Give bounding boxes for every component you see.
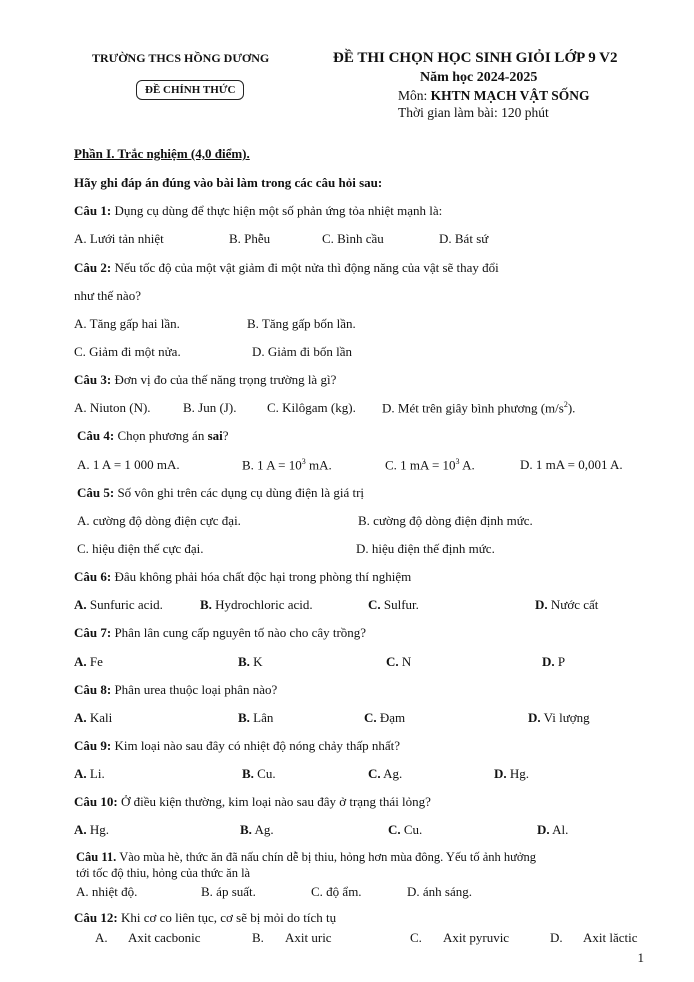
- option-d: D. Giảm đi bốn lần: [252, 344, 353, 359]
- option-c: [368, 766, 402, 782]
- question-text: Số vôn ghi trên các dụng cụ dùng điện là giá trị: [114, 485, 365, 500]
- option-d: D. Bát sứ: [439, 231, 489, 246]
- question-7: [74, 625, 366, 641]
- option-d: [382, 400, 575, 416]
- option-a: [74, 597, 163, 613]
- option-text: Cu.: [253, 766, 276, 781]
- option-d: [542, 654, 565, 670]
- option-letter: A.: [74, 822, 87, 837]
- option-b: B. cường độ dòng điện định mức.: [358, 513, 533, 528]
- option-c: C. hiệu điện thế cực đại.: [77, 541, 204, 556]
- option-b-letter: B.: [252, 930, 264, 945]
- option-text: Hydrochloric acid.: [211, 597, 313, 612]
- option-b: [200, 597, 313, 613]
- option-c-letter: C.: [410, 930, 422, 945]
- option-text: P: [554, 654, 566, 669]
- option-letter: A.: [74, 710, 87, 725]
- option-a: A. Niuton (N).: [74, 400, 151, 415]
- question-4: [77, 428, 229, 444]
- subject-label: Môn:: [398, 88, 431, 103]
- option-text: Vi lượng: [540, 710, 590, 725]
- question-3: [74, 372, 336, 388]
- part-heading: Phần I. Trắc nghiệm (4,0 điểm).: [74, 146, 250, 161]
- option-text: Hg.: [86, 822, 110, 837]
- question-8: [74, 682, 277, 698]
- option-a: [74, 654, 103, 670]
- option-c: C. Kilôgam (kg).: [267, 400, 356, 415]
- question-label: Câu 12:: [74, 910, 118, 925]
- school-name: TRƯỜNG THCS HỒNG DƯƠNG: [92, 51, 270, 65]
- option-d: [535, 597, 598, 613]
- option-a: A. Tăng gấp hai lần.: [74, 316, 180, 331]
- question-label: Câu 8:: [74, 682, 112, 697]
- question-2-continued: như thế nào?: [74, 288, 141, 303]
- page-number: 1: [637, 950, 644, 965]
- option-text: Fe: [86, 654, 103, 669]
- question-text: Phân lân cung cấp nguyên tố nào cho cây trồng?: [111, 625, 367, 640]
- option-text: Nước cất: [547, 597, 599, 612]
- option-letter: B.: [200, 597, 212, 612]
- option-a: [74, 766, 105, 782]
- option-letter: A.: [74, 654, 87, 669]
- option-d-letter: D.: [550, 930, 563, 945]
- question-text: Ở điều kiện thường, kim loại nào sau đây ở trạng thái lỏng?: [117, 794, 431, 809]
- option-a: A. 1 A = 1 000 mA.: [77, 457, 180, 472]
- option-a: A. cường độ dòng điện cực đại.: [77, 513, 241, 528]
- option-text: C. 1 mA = 10: [385, 457, 456, 473]
- option-a: [74, 822, 109, 838]
- school-year: Năm học 2024-2025: [420, 70, 538, 85]
- question-text: Dụng cụ dùng để thực hiện một số phản ứng tỏa nhiệt mạnh là:: [111, 203, 443, 218]
- question-label: Câu 7:: [74, 625, 112, 640]
- question-label: Câu 3:: [74, 372, 112, 387]
- option-text: Hg.: [506, 766, 530, 781]
- option-letter: C.: [368, 766, 381, 781]
- option-letter: C.: [368, 597, 381, 612]
- option-letter: C.: [388, 822, 401, 837]
- option-letter: D.: [494, 766, 507, 781]
- exam-duration: Thời gian làm bài: 120 phút: [398, 105, 549, 120]
- option-b: [238, 710, 273, 726]
- option-d: [528, 710, 590, 726]
- option-d: [494, 766, 529, 782]
- question-12: [74, 910, 336, 926]
- option-letter: D.: [542, 654, 555, 669]
- option-b: B. Tăng gấp bốn lần.: [247, 316, 356, 331]
- option-letter: B.: [242, 766, 254, 781]
- option-text: ).: [567, 400, 576, 416]
- question-2: [74, 260, 499, 276]
- option-a: Axit cacbonic: [128, 930, 201, 945]
- option-letter: A.: [74, 766, 87, 781]
- option-a: A. nhiệt độ.: [76, 884, 138, 899]
- option-c: C. độ ẩm.: [311, 884, 362, 899]
- option-letter: A.: [74, 597, 87, 612]
- option-a: A. Lưới tản nhiệt: [74, 231, 164, 246]
- option-d: Axit lăctic: [583, 930, 638, 945]
- option-b: [240, 822, 274, 838]
- superscript: 3: [455, 457, 460, 466]
- option-b: [242, 766, 276, 782]
- option-a-letter: A.: [95, 930, 108, 945]
- option-b: B. Phễu: [229, 231, 271, 246]
- option-text: B. 1 A = 10: [242, 457, 302, 473]
- question-11: [76, 850, 536, 865]
- question-label: Câu 5:: [77, 485, 115, 500]
- option-text: Ag.: [380, 766, 403, 781]
- official-exam-badge: ĐỀ CHÍNH THỨC: [136, 80, 244, 100]
- subject-value: KHTN MẠCH VẬT SỐNG: [430, 88, 590, 103]
- option-text: D. Mét trên giây bình phương (m/s: [382, 400, 564, 416]
- subject-line: [398, 88, 590, 104]
- option-text: Ag.: [251, 822, 274, 837]
- option-text: mA.: [305, 457, 332, 473]
- option-letter: B.: [238, 710, 250, 725]
- question-emphasis: sai: [207, 428, 223, 443]
- question-text-end: ?: [222, 428, 229, 443]
- question-label: Câu 4:: [77, 428, 115, 443]
- option-letter: D.: [528, 710, 541, 725]
- option-text: N: [398, 654, 412, 669]
- option-text: A.: [459, 457, 475, 473]
- question-6: [74, 569, 411, 585]
- exam-title: ĐỀ THI CHỌN HỌC SINH GIỎI LỚP 9 V2: [333, 50, 618, 66]
- option-c: [368, 597, 419, 613]
- question-text: Vào mùa hè, thức ăn đã nấu chín dễ bị thiu, hỏng hơn mùa đông. Yếu tố ảnh hưởng: [116, 850, 537, 864]
- option-a: [74, 710, 112, 726]
- option-b: B. Jun (J).: [183, 400, 237, 415]
- option-letter: D.: [535, 597, 548, 612]
- option-b: [242, 457, 332, 473]
- option-letter: C.: [386, 654, 399, 669]
- option-d: D. 1 mA = 0,001 A.: [520, 457, 623, 472]
- question-label: Câu 10:: [74, 794, 118, 809]
- question-1: [74, 203, 442, 219]
- option-letter: C.: [364, 710, 377, 725]
- question-text: Đâu không phải hóa chất độc hại trong phòng thí nghiệm: [111, 569, 412, 584]
- question-label: Câu 9:: [74, 738, 112, 753]
- option-b: Axit uric: [285, 930, 332, 945]
- superscript: 3: [301, 457, 306, 466]
- option-b: [238, 654, 263, 670]
- option-c: [385, 457, 475, 473]
- option-d: D. hiệu điện thế định mức.: [356, 541, 495, 556]
- option-c: [364, 710, 405, 726]
- question-5: [77, 485, 364, 501]
- question-text: Chọn phương án: [114, 428, 208, 443]
- question-11-continued: tới tốc độ thiu, hỏng của thức ăn là: [76, 866, 251, 880]
- question-text: Kim loại nào sau đây có nhiệt độ nóng chảy thấp nhất?: [111, 738, 401, 753]
- question-text: Khi cơ co liên tục, cơ sẽ bị mỏi do tích tụ: [117, 910, 337, 925]
- option-c: Axit pyruvic: [443, 930, 510, 945]
- option-text: Đạm: [376, 710, 406, 725]
- option-text: K: [249, 654, 263, 669]
- option-letter: B.: [240, 822, 252, 837]
- option-c: C. Giảm đi một nửa.: [74, 344, 181, 359]
- option-c: [386, 654, 411, 670]
- option-letter: D.: [537, 822, 550, 837]
- option-text: Kali: [86, 710, 113, 725]
- option-b: B. áp suất.: [201, 884, 256, 899]
- instruction: Hãy ghi đáp án đúng vào bài làm trong các câu hỏi sau:: [74, 175, 383, 190]
- option-c: [388, 822, 422, 838]
- option-text: Al.: [549, 822, 569, 837]
- option-c: C. Bình cầu: [322, 231, 384, 246]
- question-10: [74, 794, 431, 810]
- question-text: Đơn vị đo của thế năng trọng trường là gì?: [111, 372, 337, 387]
- question-text: Nếu tốc độ của một vật giảm đi một nửa thì động năng của vật sẽ thay đổi: [111, 260, 499, 275]
- question-label: Câu 1:: [74, 203, 112, 218]
- option-d: [537, 822, 568, 838]
- option-d: D. ánh sáng.: [407, 884, 472, 899]
- option-letter: B.: [238, 654, 250, 669]
- question-label: Câu 6:: [74, 569, 112, 584]
- option-text: Li.: [86, 766, 105, 781]
- superscript: 2: [563, 400, 568, 409]
- question-label: Câu 2:: [74, 260, 112, 275]
- option-text: Sulfur.: [380, 597, 419, 612]
- question-9: [74, 738, 400, 754]
- question-label: Câu 11.: [76, 850, 117, 864]
- option-text: Cu.: [400, 822, 423, 837]
- question-text: Phân urea thuộc loại phân nào?: [111, 682, 278, 697]
- option-text: Lân: [249, 710, 274, 725]
- option-text: Sunfuric acid.: [86, 597, 163, 612]
